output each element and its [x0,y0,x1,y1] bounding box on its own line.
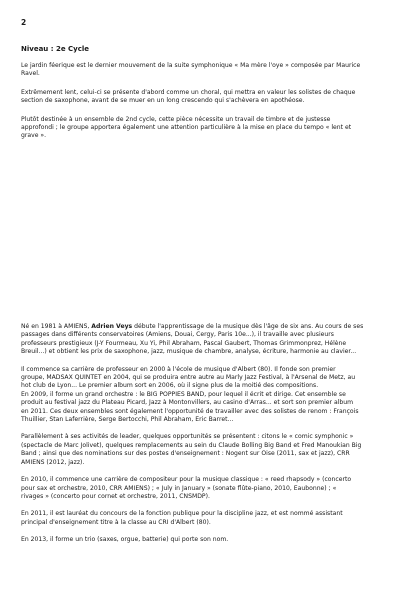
text-line: En 2013, il forme un trio (saxes, orgue, batterie) qui porte son nom. [21,536,229,544]
text-line: passages dans différents conservatoires (Amiens, Douai, Cergy, Paris 10e...), il travaille avec plusieurs [21,331,334,339]
bio-paragraph [21,323,413,357]
text-line: (spectacle de Marc Jolivet), quelques remplacements au sein du Claude Bolling Big Band et Fred Manoukian Big [21,441,362,449]
text-line: pour sax et orchestre, 2010, CRR AMIENS) ; « July in January » (sonate flûte-piano, 2010, Eaubonne) ; « [21,484,337,492]
text-line: hot club de Lyon... Le premier album sort en 2006, où il signe plus de la moitié des compositions. [21,382,319,390]
text-line: En 2010, il commence une carrière de compositeur pour la musique classique : « reed rhapsody » (concerto [21,476,352,484]
text-line: Plutôt destinée à un ensemble de 2nd cycle, cette pièce nécessite un travail de timbre et de justesse [21,115,331,123]
level-heading: Niveau : 2e Cycle [21,45,90,53]
bio-paragraph [21,366,413,425]
piece-description [21,62,413,151]
text-line: principal d'enseignement titre à la classe au CRI d'Albert (80). [21,518,211,526]
description-paragraph [21,89,413,106]
text-line: professeurs prestigieux (J-Y Fourmeau, Xu Yi, Phil Abraham, Pascal Gaubert, Thomas Grimmonprez, Hélène [21,339,347,347]
text-line: Thuillier, Stan Laferrière, Serge Bertocchi, Phil Abraham, Eric Barret... [21,416,234,424]
bio-paragraph [21,476,413,501]
text-line: produit au festival jazz du Plateau Picard, Jazz à Montonvillers, au casino d'Arras... et sort son premier album [21,399,354,407]
text-line: Le jardin féerique est le dernier mouvement de la suite symphonique « Ma mère l'oye » composée par Maurice [21,62,361,69]
text-line: en 2011. Ces deux ensembles sont également l'opportunité de travailler avec des solistes de renom : François [21,407,359,415]
text-line: Breuil...) et obtient les prix de saxophone, jazz, musique de chambre, analyse, écriture, harmonie au clavier... [21,348,357,356]
bio-paragraph [21,433,413,467]
page-number: 2 [21,18,27,27]
text-line: groupe, MADSAX QUINTET en 2004, qui se produira entre autre au Marly Jazz Festival, à l'Arsenal de Metz, au [21,374,356,382]
text-line: Ravel. [21,70,40,78]
description-paragraph [21,116,413,141]
bio-paragraph [21,536,413,544]
bio-intro-continuation: débute l'apprentissage de la musique dès l'âge de six ans. Au cours de ses [132,323,364,330]
text-line: rivages » (concerto pour cornet et orchestre, 2011, CNSMDP). [21,492,210,500]
text-line: En 2009, il forme un grand orchestre : le BIG POPPIES BAND, pour lequel il écrit et dirige. Cet ensemble se [21,390,346,398]
composer-biography [21,323,413,554]
bio-paragraph [21,510,413,527]
description-paragraph [21,62,413,79]
text-line: Parallèlement à ses activités de leader, quelques opportunités se présentent : citons le « comic symphonic » [21,433,354,441]
text-line: Il commence sa carrière de professeur en 2000 à l'école de musique d'Albert (80). Il fonde son premier [21,365,336,373]
text-line: Extrêmement lent, celui-ci se présente d'abord comme un choral, qui mettra en valeur les solistes de chaque [21,88,356,96]
composer-name: Adrien Veys [91,323,133,330]
text-line: section de saxophone, avant de se muer en un long crescendo qui s'achèvera en apothéose. [21,97,305,105]
text-line: AMIENS (2012, jazz). [21,458,85,466]
bio-intro-text: Né en 1981 à AMIENS, [21,323,92,330]
text-line: En 2011, il est lauréat du concours de la fonction publique pour la discipline jazz, et est nommé assistant [21,510,343,518]
text-line: Band ; ainsi que des nominations sur des postes d'enseignement : Nogent sur Oise (2011, sax et jazz), CRR [21,450,350,458]
text-line: grave ». [21,132,47,140]
text-line: approfondi ; le groupe apportera également une attention particulière à la mise en place du tempo « lent et [21,124,352,132]
